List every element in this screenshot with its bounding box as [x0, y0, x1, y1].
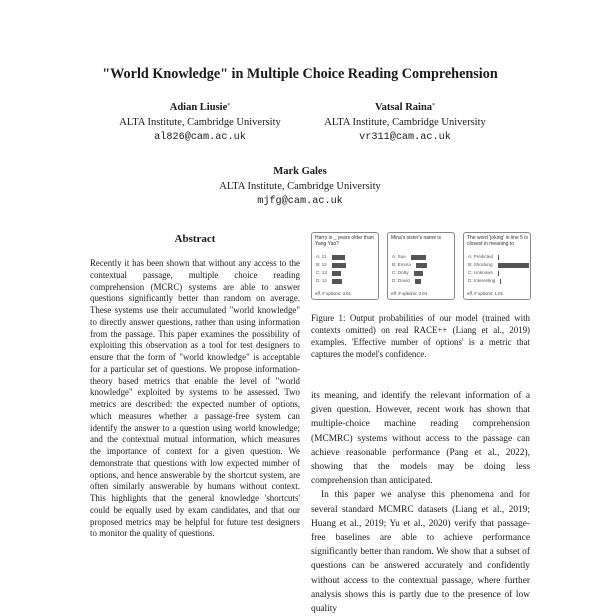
option-text: David	[397, 278, 410, 283]
option-row	[392, 278, 410, 284]
author-name: Vatsal Raina	[374, 102, 433, 113]
probability-bar	[498, 255, 499, 260]
option-text: 14	[321, 278, 327, 283]
author-block-3	[190, 164, 410, 209]
figure-panel	[387, 232, 455, 300]
probability-bar	[415, 279, 421, 284]
option-label: B:	[316, 262, 321, 267]
option-text: Unknown	[473, 270, 494, 275]
author-affiliation: ALTA Institute, Cambridge University	[324, 117, 486, 128]
author-affiliation: ALTA Institute, Cambridge University	[219, 181, 381, 192]
option-text: 11	[321, 254, 327, 259]
option-row	[316, 278, 327, 284]
figure-1	[311, 232, 531, 302]
body-paragraph: its meaning, and identify the relevant information of a given question. However, recent work has shown that multiple-choice machine reading comprehension (MCMRC) systems without access to the passage can achieve reasonable performance (Pang et al., 2022), showing that the models may be doing less comprehension than anticipated.	[311, 391, 530, 487]
panel-question: Harry is _ years older than Yang Yao?	[315, 235, 374, 247]
probability-bar	[411, 255, 426, 260]
option-label: A:	[316, 254, 321, 259]
option-row	[468, 254, 493, 260]
option-row	[468, 278, 495, 284]
probability-bar	[498, 271, 499, 276]
option-row	[468, 262, 493, 268]
option-label: A:	[392, 254, 397, 259]
author-name: Mark Gales	[273, 166, 327, 177]
option-row	[392, 270, 409, 276]
figure-caption: Figure 1: Output probabilities of our model (trained with contexts omitted) on real RACE++ (Liang et al., 2019) examples. 'Effective number of options' is a metric that captures the model's confidence.	[311, 313, 530, 359]
probability-bar	[332, 271, 341, 276]
option-text: Predicted	[473, 254, 494, 259]
option-row	[316, 270, 327, 276]
probability-bar	[414, 271, 423, 276]
option-label: C:	[392, 270, 397, 275]
body-text	[311, 389, 530, 616]
probability-bar	[416, 263, 427, 268]
option-label: D:	[392, 278, 397, 283]
option-row	[316, 254, 326, 260]
author-email: vr311@cam.ac.uk	[359, 132, 451, 143]
body-paragraph: In this paper we analyse this phenomena and for several standard MCMRC datasets (Liang et al., 2019; Huang et al., 2019; Yu et al., 2020) verify that passage-free baselines are able to achieve performance significantly better than random. We show that a subset of questions can be answered accurately and confidently without access to the contextual passage, where further analysis shows this is partly due to the presence of low quality	[311, 490, 530, 615]
author-block-2	[305, 100, 505, 145]
option-text: Shocking	[473, 262, 493, 267]
abstract-text: Recently it has been shown that without any access to the contextual passage, multiple choice reading comprehension (MCRC) systems are able to answer questions significantly better than random on average. These systems use their accumulated "world knowledge" to directly answer questions, rather than using information from the passage. This paper examines the possibility of exploiting this observation as a tool for test designers to ensure that the form of "world knowledge" is acceptable for a particular set of questions. We propose information-theory based metrics that enable the level of "world knowledge" exploited by systems to be assessed. Two metrics are described: the expected number of options, which measures whether a passage-free system can identify the answer to a question using world knowledge; and the contextual mutual information, which measures the importance of context for a given question. We demonstrate that questions with low expected number of options, and hence answerable by the shortcut system, are often similarly answerable by humans without context. This highlights that the general knowledge 'shortcuts' could be equally used by exam candidates, and that our proposed metrics may be helpful for future test designers to monitor the quality of questions.	[90, 258, 300, 539]
option-text: 12	[321, 262, 327, 267]
panel-question: Mina's sister's name is	[391, 235, 441, 241]
effective-options: eff. # options: 3.91	[315, 291, 352, 296]
author-affiliation: ALTA Institute, Cambridge University	[119, 117, 281, 128]
figure-panel	[311, 232, 379, 300]
option-label: C:	[316, 270, 321, 275]
option-text: Emma	[397, 262, 411, 267]
probability-bar	[332, 279, 342, 284]
option-label: C:	[468, 270, 473, 275]
probability-bar	[332, 255, 345, 260]
option-row	[468, 270, 493, 276]
author-email: al826@cam.ac.uk	[154, 132, 246, 143]
probability-bar	[332, 263, 346, 268]
effective-options: eff. # options: 1.01	[467, 291, 504, 296]
author-name: Adian Liusie	[169, 102, 228, 113]
option-row	[392, 262, 411, 268]
author-mark: *	[227, 103, 231, 109]
option-label: A:	[468, 254, 473, 259]
option-text: Sue	[397, 254, 406, 259]
probability-bar	[500, 279, 501, 284]
option-row	[316, 262, 327, 268]
option-text: Dotty	[397, 270, 409, 275]
option-label: B:	[468, 262, 473, 267]
option-row	[392, 254, 406, 260]
author-email: mjfg@cam.ac.uk	[257, 196, 343, 207]
author-block-1	[100, 100, 300, 145]
abstract-heading: Abstract	[174, 233, 216, 245]
probability-bar	[498, 263, 529, 268]
figure-panel	[463, 232, 531, 300]
option-text: 13	[321, 270, 327, 275]
effective-options: eff. # options: 3.04	[391, 291, 428, 296]
paper-title: "World Knowledge" in Multiple Choice Reading Comprehension	[102, 66, 498, 82]
option-label: D:	[316, 278, 321, 283]
option-label: D:	[468, 278, 473, 283]
option-text: Interesting	[473, 278, 496, 283]
option-label: B:	[392, 262, 397, 267]
author-mark: *	[432, 103, 436, 109]
panel-question: The word 'joking' in line 5 is closest in meaning to	[467, 235, 528, 247]
